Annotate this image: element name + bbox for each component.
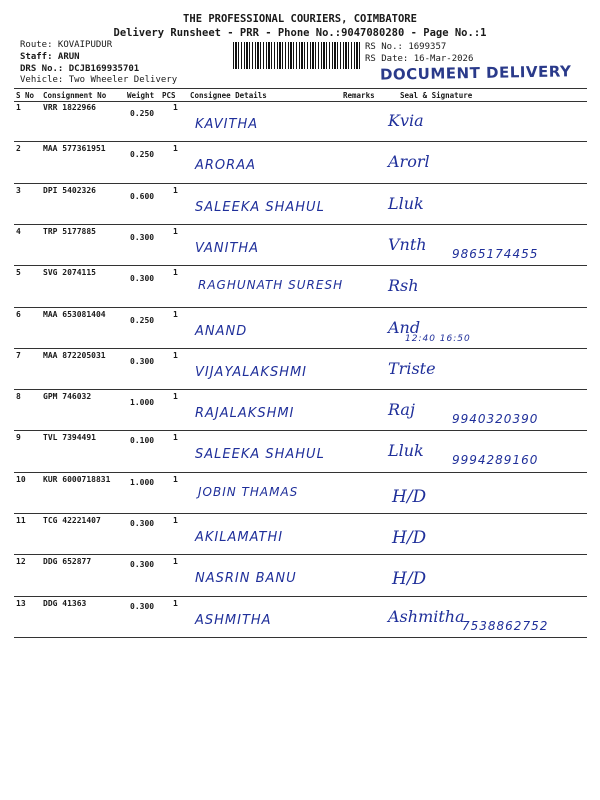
row-sno: 3 [16, 185, 21, 195]
row-signature: H/D [392, 486, 427, 507]
col-signature: Seal & Signature [400, 91, 473, 100]
row-pcs: 1 [173, 598, 178, 608]
row-consignment-no: KUR 6000718831 [43, 474, 111, 484]
row-signature: Rsh [388, 276, 419, 296]
row-pcs: 1 [173, 433, 178, 443]
col-sno: S No [16, 91, 35, 100]
row-consignment-no: VRR 1822966 [43, 103, 96, 112]
row-weight: 0.300 [130, 560, 155, 570]
rs-date: RS Date: 16-Mar-2026 [365, 54, 474, 64]
col-consignee: Consignee Details [190, 91, 267, 100]
row-weight: 0.250 [130, 150, 155, 160]
row-consignment-no: DDG 41363 [43, 598, 87, 608]
col-pcs: PCS [162, 91, 176, 100]
row-divider [14, 307, 587, 308]
row-signature: H/D [392, 569, 427, 590]
row-consignee: KAVITHA [195, 117, 259, 132]
row-divider [14, 430, 587, 431]
row-weight: 0.250 [130, 315, 155, 325]
row-consignment-no: TCG 42221407 [43, 516, 101, 525]
row-consignee: ARORAA [195, 158, 256, 174]
row-sno: 10 [16, 474, 26, 484]
row-weight: 1.000 [130, 398, 155, 408]
row-sno: 6 [16, 309, 21, 319]
row-signature: Lluk [388, 193, 424, 213]
row-signature: Vnth [388, 234, 427, 254]
row-signature: Lluk [388, 441, 424, 461]
row-consignment-no: MAA 872205031 [43, 350, 106, 360]
row-divider [14, 348, 587, 349]
row-consignment-no: SVG 2074115 [43, 268, 96, 278]
row-consignee: SALEEKA SHAHUL [195, 447, 325, 463]
col-consignment: Consignment No [43, 91, 107, 100]
row-phone-note: 7538862752 [462, 618, 549, 633]
route-label: Route: KOVAIPUDUR [20, 40, 113, 50]
row-sno: 11 [16, 516, 26, 525]
row-divider [14, 637, 587, 638]
row-sno: 9 [16, 433, 21, 443]
row-weight: 0.300 [130, 356, 155, 366]
row-weight: 0.250 [130, 109, 155, 118]
row-consignee: NASRIN BANU [195, 571, 297, 587]
row-consignment-no: DDG 652877 [43, 557, 92, 567]
row-divider [14, 141, 587, 142]
row-phone-note: 12:40 16:50 [405, 333, 471, 344]
row-weight: 0.300 [130, 274, 155, 284]
row-pcs: 1 [173, 309, 178, 319]
runsheet-subtitle: Delivery Runsheet - PRR - Phone No.:9047080280 - Page No.:1 [113, 27, 487, 39]
row-consignment-no: DPI 5402326 [43, 185, 96, 195]
row-pcs: 1 [173, 144, 178, 154]
row-consignment-no: MAA 577361951 [43, 144, 106, 154]
row-weight: 1.000 [130, 477, 155, 487]
row-pcs: 1 [173, 268, 178, 278]
row-consignee: ANAND [195, 323, 248, 339]
row-consignment-no: TVL 7394491 [43, 433, 96, 443]
row-consignee: SALEEKA SHAHUL [195, 199, 325, 215]
document-delivery-stamp: DOCUMENT DELIVERY [379, 62, 572, 84]
rs-number: RS No.: 1699357 [365, 42, 447, 52]
row-weight: 0.600 [130, 191, 155, 201]
row-consignee: RAJALAKSHMI [195, 406, 295, 422]
col-weight: Weight [127, 91, 155, 100]
row-phone-note: 9865174455 [452, 246, 539, 261]
row-signature: Arorl [388, 152, 430, 172]
row-consignment-no: MAA 653081404 [43, 309, 106, 319]
row-divider [14, 224, 587, 225]
row-consignee: JOBIN THAMAS [198, 484, 299, 499]
row-weight: 0.300 [130, 519, 155, 528]
col-remarks: Remarks [343, 91, 375, 100]
row-divider [14, 596, 587, 597]
row-consignee: VANITHA [195, 240, 260, 256]
row-weight: 0.100 [130, 436, 155, 446]
row-signature: And [388, 317, 421, 337]
row-sno: 7 [16, 350, 21, 360]
row-signature: H/D [392, 528, 427, 548]
row-divider [14, 513, 587, 514]
row-signature: Raj [388, 400, 415, 420]
row-sno: 8 [16, 392, 21, 402]
row-weight: 0.300 [130, 232, 155, 242]
row-pcs: 1 [173, 185, 178, 195]
company-title: THE PROFESSIONAL COURIERS, COIMBATORE [183, 13, 417, 25]
row-weight: 0.300 [130, 601, 155, 611]
row-phone-note: 9940320390 [452, 412, 539, 427]
row-divider [14, 389, 587, 390]
drs-number: DRS No.: DCJB169935701 [20, 64, 140, 74]
row-pcs: 1 [173, 557, 178, 567]
row-consignee: ASHMITHA [195, 612, 272, 628]
row-consignee: RAGHUNATH SURESH [198, 278, 344, 293]
row-sno: 13 [16, 598, 26, 608]
row-consignee: VIJAYALAKSHMI [195, 364, 308, 380]
row-pcs: 1 [173, 474, 178, 484]
row-sno: 1 [16, 103, 21, 112]
row-pcs: 1 [173, 103, 178, 112]
row-signature: Ashmitha [388, 606, 465, 626]
row-pcs: 1 [173, 516, 178, 525]
row-divider [14, 554, 587, 555]
row-consignee: AKILAMATHI [195, 530, 284, 545]
row-pcs: 1 [173, 226, 178, 236]
row-phone-note: 9994289160 [452, 453, 539, 468]
vehicle-label: Vehicle: Two Wheeler Delivery [20, 75, 178, 85]
row-pcs: 1 [173, 392, 178, 402]
row-sno: 2 [16, 144, 21, 154]
row-sno: 12 [16, 557, 26, 567]
row-consignment-no: GPM 746032 [43, 392, 92, 402]
row-divider [14, 265, 587, 266]
row-pcs: 1 [173, 350, 178, 360]
staff-label: Staff: ARUN [20, 52, 80, 62]
row-sno: 4 [16, 226, 21, 236]
row-divider [14, 183, 587, 184]
row-divider [14, 472, 587, 473]
row-sno: 5 [16, 268, 21, 278]
row-signature: Triste [388, 358, 436, 378]
row-signature: Kvia [388, 111, 424, 130]
row-consignment-no: TRP 5177885 [43, 226, 96, 236]
